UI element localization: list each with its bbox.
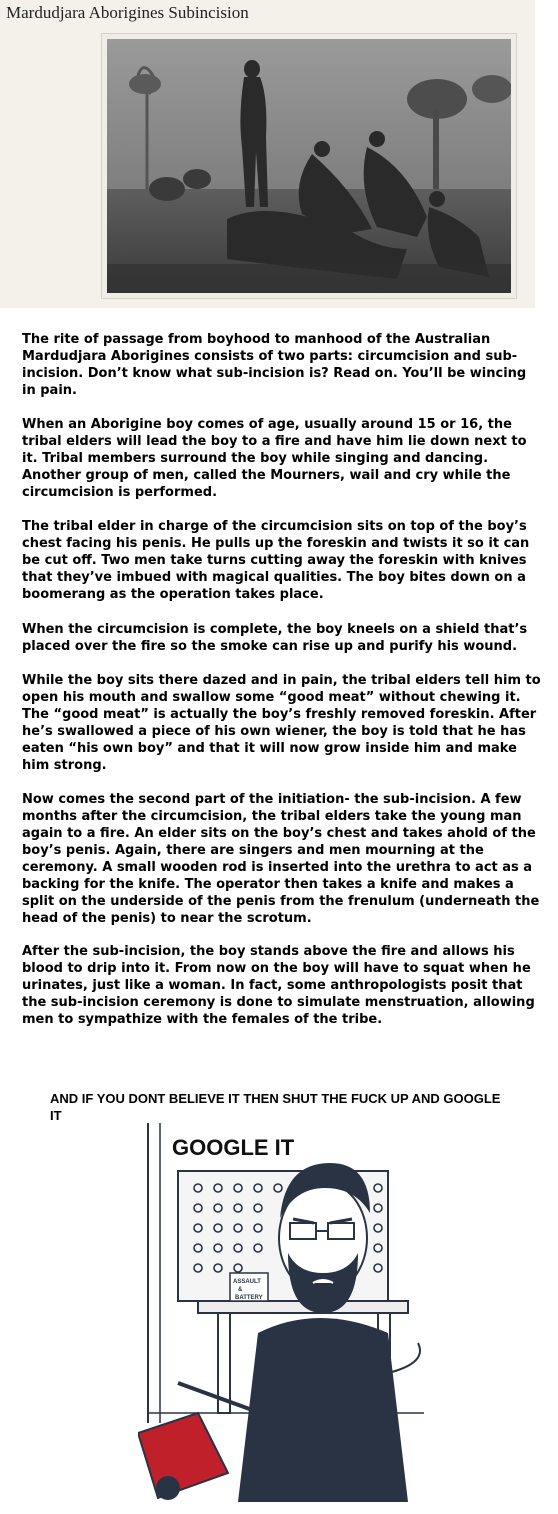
comic-drawing [138,1123,424,1502]
tribal-photo [101,33,517,299]
meme-caption: AND IF YOU DONT BELIEVE IT THEN SHUT THE FUCK UP AND GOOGLE IT [50,1091,501,1123]
header [0,0,535,308]
photo-image [107,39,511,293]
article-paragraph: After the sub-incision, the boy stands above the fire and allows his blood to drip into it. From now on the boy will have to squat when he urinates, just like a woman. In fact, some anthropologists posit that the sub-incision ceremony is done to simulate menstruation, allowing men to sympathize with the females of the tribe. [22,944,535,1027]
article-paragraph: When an Aborigine boy comes of age, usually around 15 or 16, the tribal elders will lead the boy to a fire and have him lie down next to it. Tribal members surround the boy while singing and dancing. Another group of men, called the Mourners, wail and cry while the circumcision is performed. [22,417,527,500]
article-paragraph: Now comes the second part of the initiation- the sub-incision. A few months after the circumcision, the tribal elders take the young man again to a fire. An elder sits on the boy’s chest and takes ahold of the boy’s penis. Again, there are singers and men mourning at the ceremony. A small wooden rod is inserted into the urethra to act as a backing for the knife. The operator then takes a knife and makes a split on the underside of the penis from the frenulum (underneath the head of the penis) to near the scrotum. [22,792,540,926]
article-paragraph: When the circumcision is complete, the boy kneels on a shield that’s placed over the fire so the smoke can rise up and purify his wound. [22,622,528,654]
article-paragraph: The rite of passage from boyhood to manhood of the Australian Mardudjara Aborigines consists of two parts: circumcision and sub-incision. Don’t know what sub-incision is? Read on. You’ll be wincing in pain. [22,332,527,398]
google-it-title: GOOGLE IT [172,1135,295,1160]
box-label-battery: BATTERY [235,1295,263,1301]
box-label-amp: & [238,1287,243,1293]
page-title: Mardudjara Aborigines Subincision [6,3,249,22]
article-paragraph: The tribal elder in charge of the circumcision sits on top of the boy’s chest facing his penis. He pulls up the foreskin and twists it so it can be cut off. Two men take turns cutting away the foreskin with knives that they’ve imbued with magical qualities. The boy bites down on a boomerang as the operation takes place. [22,519,530,602]
box-label-assault: ASSAULT [233,1279,261,1285]
google-it-comic [138,1123,424,1502]
article-paragraph: While the boy sits there dazed and in pain, the tribal elders tell him to open his mouth and swallow some “good meat” without chewing it. The “good meat” is actually the boy’s freshly removed foreskin. After he’s swallowed a piece of his own wiener, the boy is told that he has eaten “his own boy” and that it will now grow inside him and make him strong. [22,673,541,773]
